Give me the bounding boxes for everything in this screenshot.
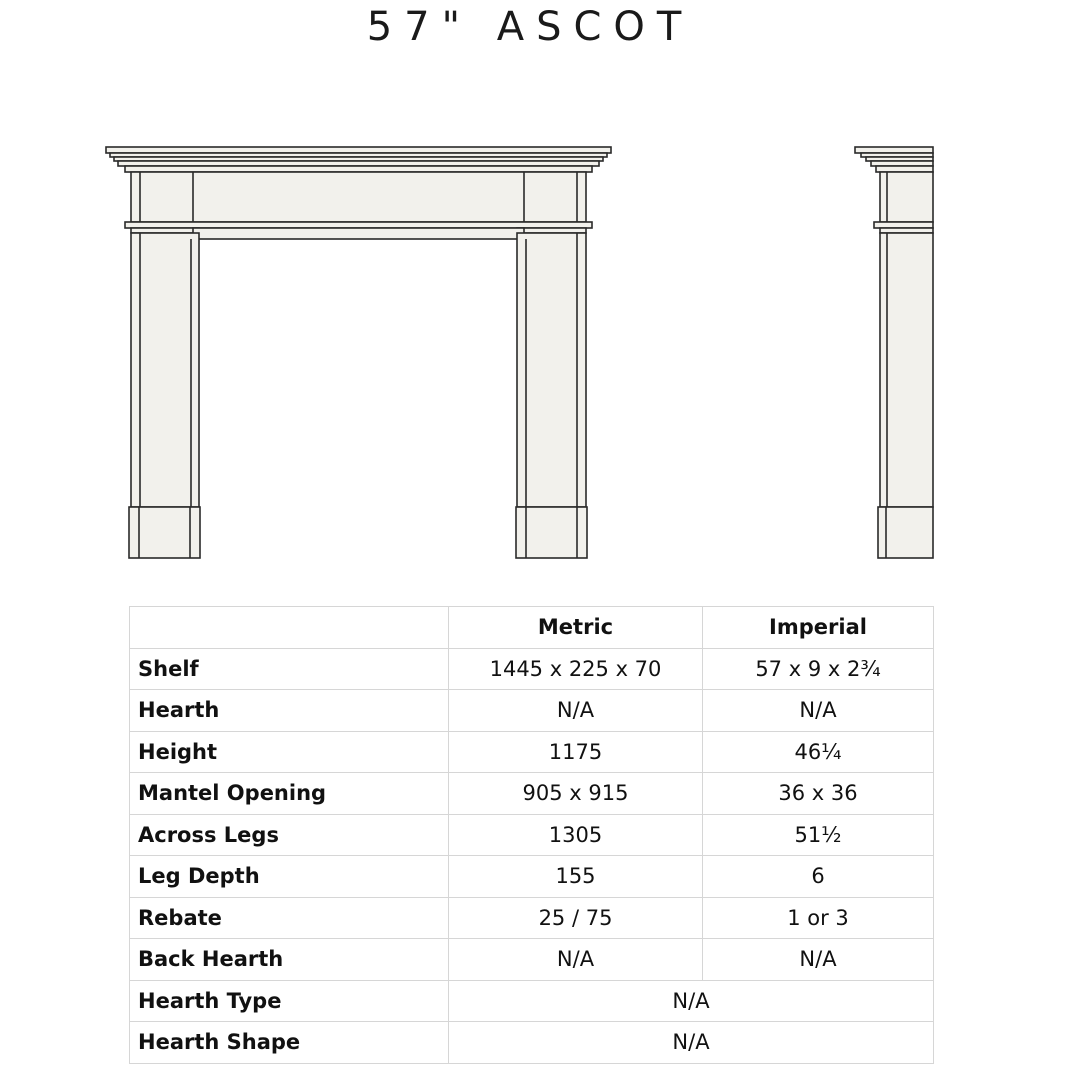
row-metric: 1175 [449, 731, 703, 773]
header-metric: Metric [449, 607, 703, 649]
frieze [131, 172, 586, 222]
capital-band [125, 222, 592, 228]
table-row-merged [130, 1022, 934, 1064]
row-imperial: 51½ [703, 814, 934, 856]
row-label: Back Hearth [130, 939, 449, 981]
row-metric: 1305 [449, 814, 703, 856]
row-imperial: N/A [703, 939, 934, 981]
row-merged-value: N/A [449, 980, 934, 1022]
shelf-top [106, 147, 611, 153]
row-label: Hearth Type [130, 980, 449, 1022]
row-label: Hearth Shape [130, 1022, 449, 1064]
row-metric: 25 / 75 [449, 897, 703, 939]
table-row [130, 856, 934, 898]
header-imperial: Imperial [703, 607, 934, 649]
shelf-step-4 [125, 166, 592, 172]
table-row-merged [130, 980, 934, 1022]
row-merged-value: N/A [449, 1022, 934, 1064]
row-metric: N/A [449, 690, 703, 732]
row-imperial: 6 [703, 856, 934, 898]
table-row [130, 731, 934, 773]
left-leg [131, 233, 199, 507]
lintel [193, 228, 524, 239]
row-imperial: N/A [703, 690, 934, 732]
front-elevation [106, 147, 611, 558]
table-row [130, 773, 934, 815]
row-label: Height [130, 731, 449, 773]
row-imperial: 57 x 9 x 2¾ [703, 648, 934, 690]
row-label: Hearth [130, 690, 449, 732]
table-header-row [130, 607, 934, 649]
row-metric: 1445 x 225 x 70 [449, 648, 703, 690]
row-metric: 905 x 915 [449, 773, 703, 815]
row-metric: N/A [449, 939, 703, 981]
page-title: 57" ASCOT [366, 4, 694, 50]
row-label: Rebate [130, 897, 449, 939]
row-imperial: 46¼ [703, 731, 934, 773]
right-leg [517, 233, 586, 507]
row-label: Leg Depth [130, 856, 449, 898]
table-row [130, 690, 934, 732]
row-imperial: 36 x 36 [703, 773, 934, 815]
row-label: Shelf [130, 648, 449, 690]
row-label: Across Legs [130, 814, 449, 856]
table-row [130, 897, 934, 939]
table-row [130, 814, 934, 856]
header-blank-cell [130, 607, 449, 649]
side-elevation [855, 147, 933, 558]
table-row [130, 939, 934, 981]
table-row [130, 648, 934, 690]
row-label: Mantel Opening [130, 773, 449, 815]
row-imperial: 1 or 3 [703, 897, 934, 939]
row-metric: 155 [449, 856, 703, 898]
dimensions-table [129, 606, 934, 1064]
